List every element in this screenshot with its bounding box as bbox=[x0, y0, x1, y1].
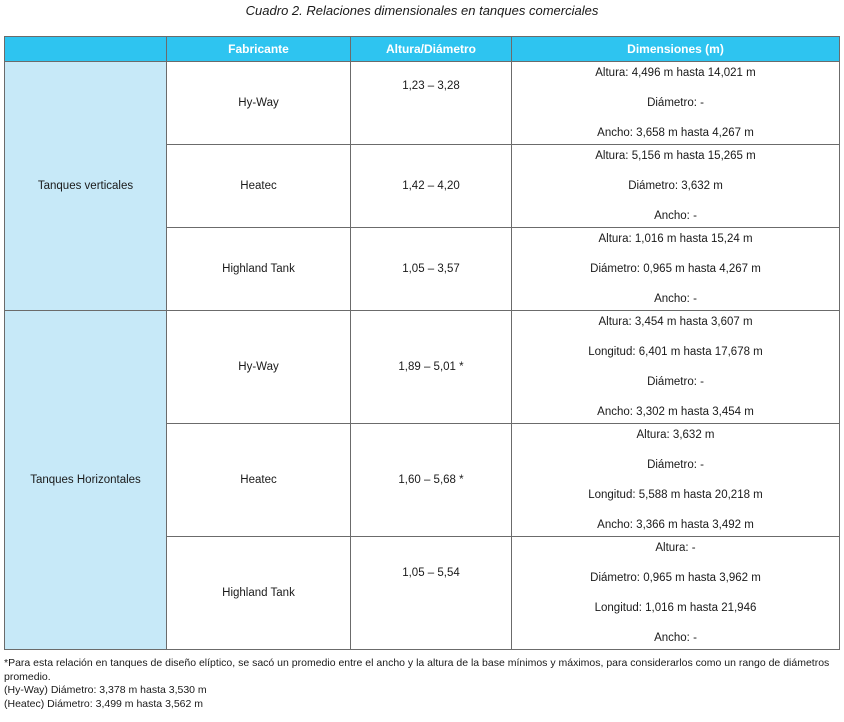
dimension-line: Altura: 3,632 m bbox=[636, 429, 715, 441]
header-dimensions: Dimensiones (m) bbox=[512, 37, 840, 62]
header-manufacturer: Fabricante bbox=[167, 37, 351, 62]
dimensions-cell bbox=[512, 424, 840, 537]
dimension-line: Altura: 5,156 m hasta 15,265 m bbox=[595, 150, 756, 162]
header-ratio: Altura/Diámetro bbox=[351, 37, 512, 62]
dimension-line: Altura: - bbox=[655, 542, 696, 554]
ratio-cell: 1,89 – 5,01 * bbox=[351, 311, 512, 424]
table-row bbox=[5, 311, 840, 424]
ratio-value: 1,23 – 3,28 bbox=[402, 80, 460, 92]
note-heatec-diameter: (Heatec) Diámetro: 3,499 m hasta 3,562 m bbox=[4, 697, 204, 710]
dimensions-cell bbox=[512, 145, 840, 228]
table-caption: Cuadro 2. Relaciones dimensionales en tanques comerciales bbox=[245, 3, 599, 18]
ratio-cell: 1,05 – 3,57 bbox=[351, 228, 512, 311]
tank-dimensions-table bbox=[4, 36, 840, 650]
ratio-cell: 1,42 – 4,20 bbox=[351, 145, 512, 228]
manufacturer-cell: Hy-Way bbox=[167, 62, 351, 145]
ratio-value: 1,05 – 5,54 bbox=[402, 567, 460, 579]
dimension-line: Ancho: - bbox=[654, 293, 697, 305]
manufacturer-cell: Heatec bbox=[167, 145, 351, 228]
dimension-line: Longitud: 1,016 m hasta 21,946 bbox=[594, 602, 757, 614]
manufacturer-cell: Heatec bbox=[167, 424, 351, 537]
table-notes bbox=[4, 657, 834, 711]
ratio-cell: 1,60 – 5,68 * bbox=[351, 424, 512, 537]
manufacturer-cell: Highland Tank bbox=[167, 537, 351, 650]
dimensions-cell bbox=[512, 62, 840, 145]
dimension-line: Ancho: 3,302 m hasta 3,454 m bbox=[597, 406, 754, 418]
dimensions-cell bbox=[512, 311, 840, 424]
dimension-line: Longitud: 5,588 m hasta 20,218 m bbox=[588, 489, 763, 501]
dimension-line: Altura: 1,016 m hasta 15,24 m bbox=[598, 233, 753, 245]
dimension-line: Diámetro: - bbox=[647, 459, 704, 471]
dimension-line: Diámetro: 3,632 m bbox=[628, 180, 723, 192]
dimension-line: Diámetro: 0,965 m hasta 4,267 m bbox=[590, 263, 761, 275]
note-hyway-diameter: (Hy-Way) Diámetro: 3,378 m hasta 3,530 m bbox=[4, 684, 207, 696]
dimension-line: Ancho: 3,658 m hasta 4,267 m bbox=[597, 127, 754, 139]
dimension-line: Diámetro: - bbox=[647, 376, 704, 388]
dimension-line: Ancho: - bbox=[654, 632, 697, 644]
ratio-cell bbox=[351, 62, 512, 145]
manufacturer-cell: Highland Tank bbox=[167, 228, 351, 311]
ratio-cell bbox=[351, 537, 512, 650]
dimension-line: Longitud: 6,401 m hasta 17,678 m bbox=[588, 346, 763, 358]
group-label-horizontal: Tanques Horizontales bbox=[5, 311, 167, 650]
dimensions-cell bbox=[512, 537, 840, 650]
group-label-vertical: Tanques verticales bbox=[5, 62, 167, 311]
table-header-row bbox=[5, 37, 840, 62]
dimension-line: Diámetro: 0,965 m hasta 3,962 m bbox=[590, 572, 761, 584]
header-blank-cell bbox=[5, 37, 167, 62]
dimension-line: Diámetro: - bbox=[647, 97, 704, 109]
dimension-line: Ancho: - bbox=[654, 210, 697, 222]
table-row bbox=[5, 62, 840, 145]
dimensions-cell bbox=[512, 228, 840, 311]
footnote-text: *Para esta relación en tanques de diseño elíptico, se sacó un promedio entre el ancho y la altura de la base mínimos y máximos, para considerarlos como un rango de diámetros promedio. bbox=[4, 657, 830, 683]
manufacturer-cell: Hy-Way bbox=[167, 311, 351, 424]
dimension-line: Altura: 3,454 m hasta 3,607 m bbox=[598, 316, 753, 328]
dimension-line: Ancho: 3,366 m hasta 3,492 m bbox=[597, 519, 754, 531]
dimension-line: Altura: 4,496 m hasta 14,021 m bbox=[595, 67, 756, 79]
